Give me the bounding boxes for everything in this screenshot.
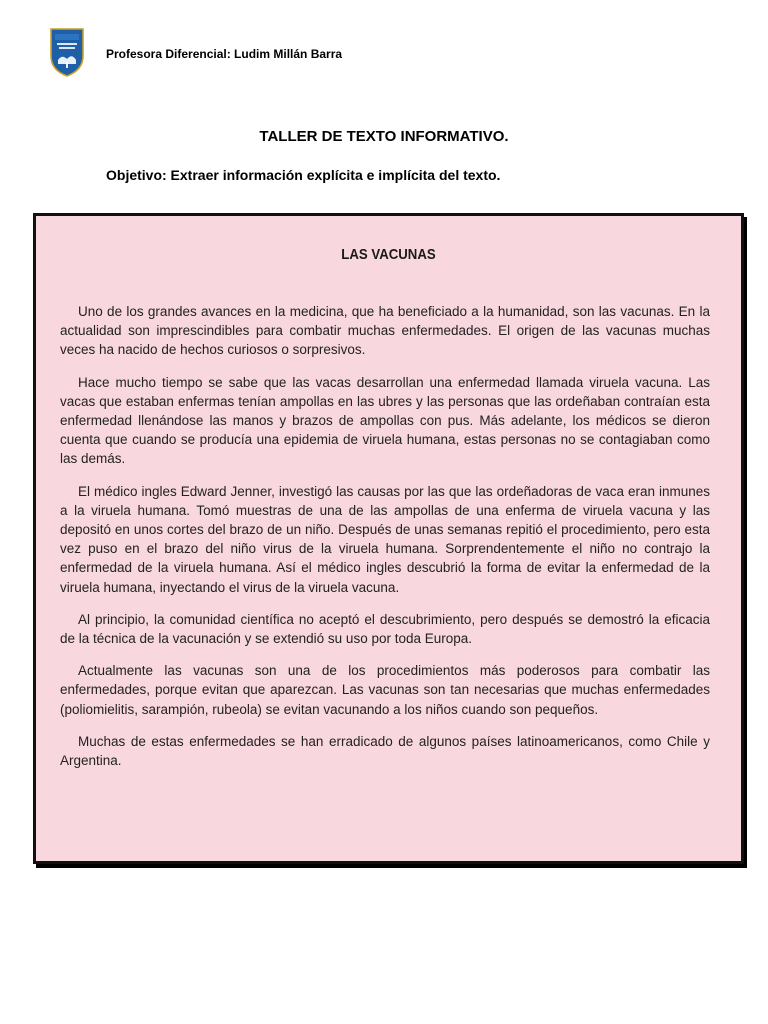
teacher-name: Profesora Diferencial: Ludim Millán Barra	[106, 47, 343, 61]
paragraph: Actualmente las vacunas son una de los procedimientos más poderosos para combatir las enfermedades, porque evitan que aparezcan. Las vacunas son tan necesarias que muchas enfermedades (poliomielitis, sarampión, rubeola) se evitan vacunando a los niños cuando son pequeños.	[60, 663, 710, 717]
school-logo-icon	[48, 26, 86, 78]
paragraph: El médico ingles Edward Jenner, investigó las causas por las que las ordeñadoras de vaca eran inmunes a la viruela humana. Tomó muestras de una de las ampollas de una enferma de viruela vacuna y las depositó en unos cortes del brazo de un niño. Después de unas semanas repitió el procedimiento, pero esta vez puso en el brazo del niño virus de la viruela humana. Sorprendentemente el niño no contrajo la enfermedad de la viruela humana. Así el médico ingles descubrió la forma de evitar la enfermedad de la viruela humana, inyectando el virus de la viruela vacuna.	[60, 483, 710, 595]
reading-title: LAS VACUNAS	[341, 246, 436, 263]
paragraph: Uno de los grandes avances en la medicina, que ha beneficiado a la humanidad, son las vacunas. En la actualidad son imprescindibles para combatir muchas enfermedades. El origen de las vacunas muchas veces ha nacido de hechos curiosos o sorpresivos.	[60, 304, 710, 358]
worksheet-objective: Objetivo: Extraer información explícita e implícita del texto.	[106, 167, 501, 183]
paragraph: Al principio, la comunidad científica no aceptó el descubrimiento, pero después se demostró la eficacia de la técnica de la vacunación y se extendió su uso por toda Europa.	[60, 611, 710, 647]
reading-passage-box	[33, 213, 744, 864]
worksheet-title: TALLER DE TEXTO INFORMATIVO.	[259, 128, 509, 145]
reading-body	[60, 302, 710, 783]
paragraph: Muchas de estas enfermedades se han erradicado de algunos países latinoamericanos, como Chile y Argentina.	[60, 733, 710, 769]
paragraph: Hace mucho tiempo se sabe que las vacas desarrollan una enfermedad llamada viruela vacuna. Las vacas que estaban enfermas tenían ampollas en las ubres y las personas que las ordeñaban contraían esta enfermedad llenándose las manos y brazos de ampollas con pus. Más adelante, los médicos se dieron cuenta que cuando se producía una epidemia de viruela humana, estas personas no se contagiaban como las demás.	[60, 374, 710, 467]
